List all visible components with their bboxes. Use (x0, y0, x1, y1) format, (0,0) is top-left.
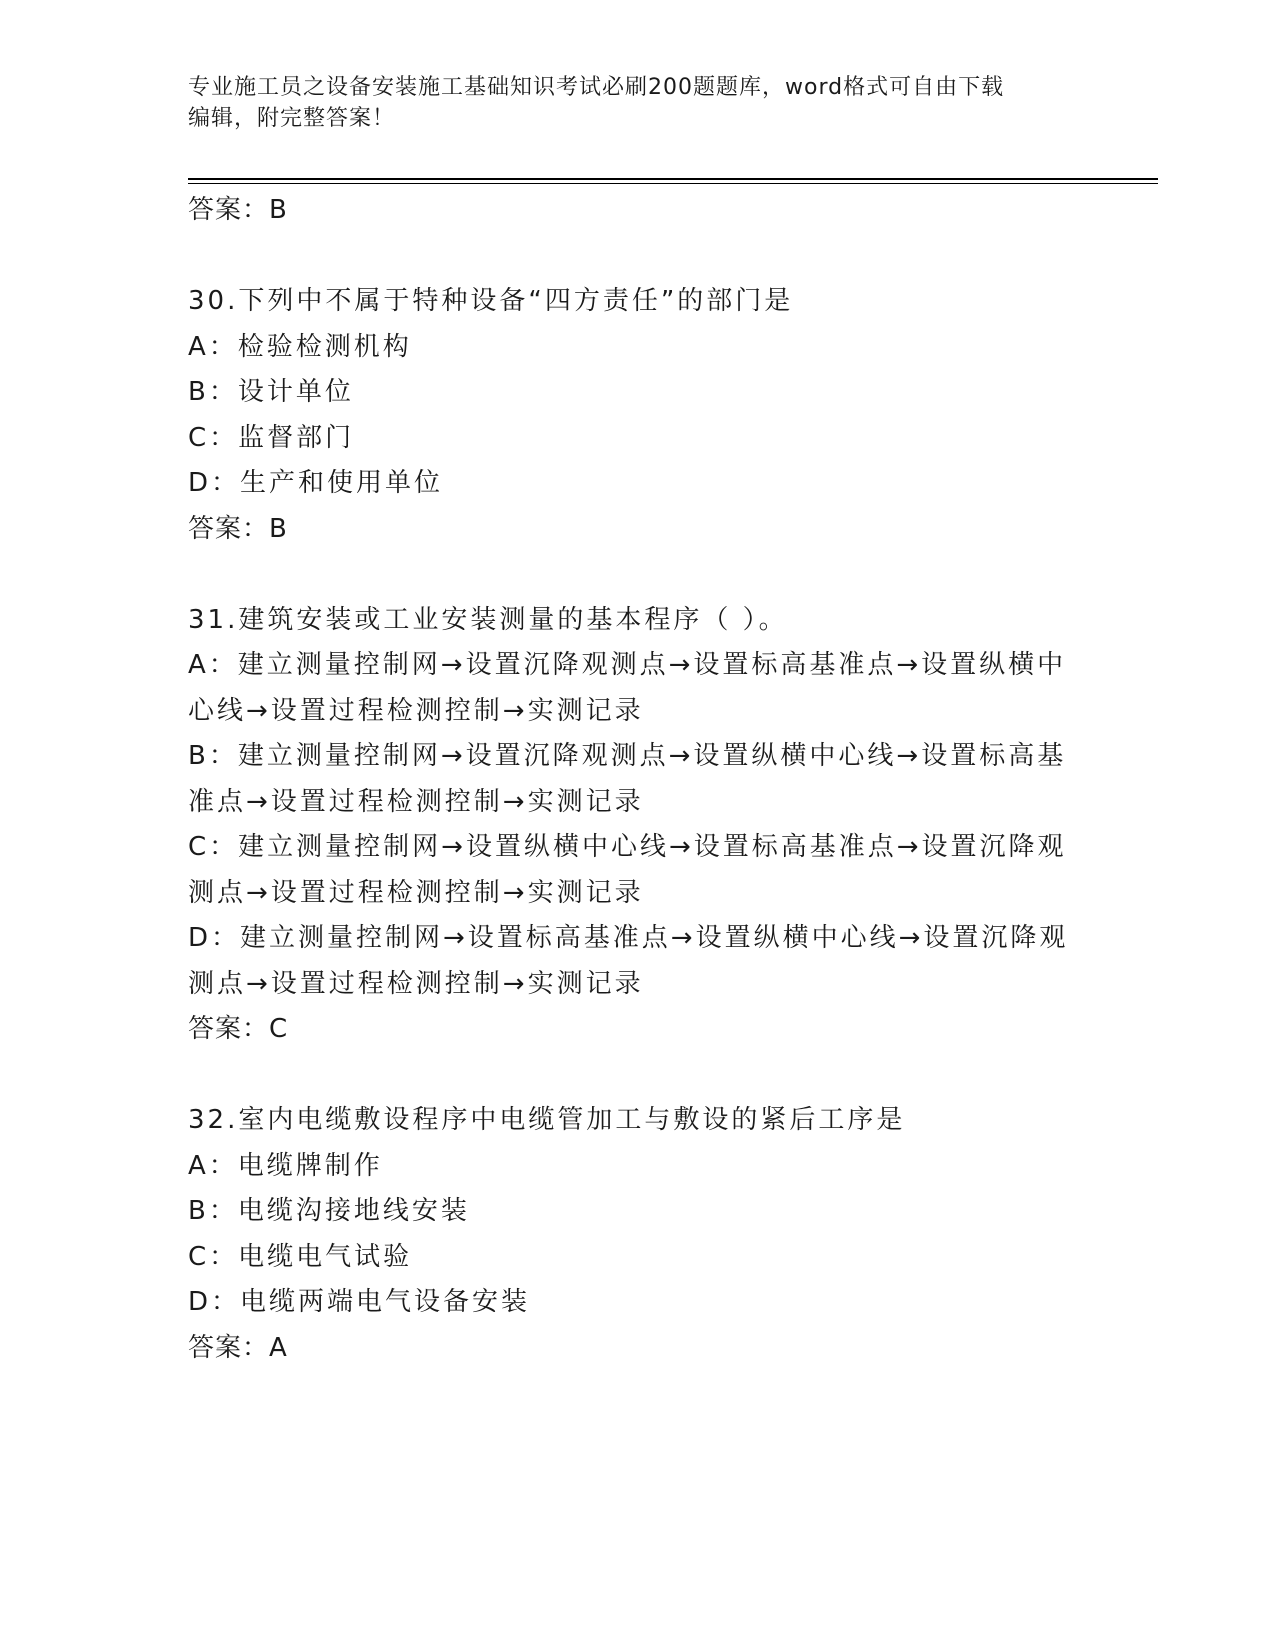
answer: 答案：C (188, 1014, 289, 1044)
header-rule-thin (188, 183, 1158, 184)
question-32 (188, 1098, 1088, 1371)
question-stem: 32.室内电缆敷设程序中电缆管加工与敷设的紧后工序是 (188, 1105, 906, 1135)
question-stem: 31.建筑安装或工业安装测量的基本程序（ ）。 (188, 604, 788, 635)
option-c: C：监督部门 (188, 422, 355, 453)
page-header (188, 72, 1068, 134)
option-c: C：电缆电气试验 (188, 1241, 413, 1272)
answer: 答案：B (188, 513, 288, 544)
header-title-line-1: 专业施工员之设备安装施工基础知识考试必刷200题题库，word格式可自由下载 (188, 75, 1005, 100)
option-d-line-1: D：建立测量控制网→设置标高基准点→设置纵横中心线→设置沉降观 (188, 923, 1069, 953)
option-d-line-2: 测点→设置过程检测控制→实测记录 (188, 968, 644, 999)
option-a: A：检验检测机构 (188, 331, 412, 362)
option-c-line-1: C：建立测量控制网→设置纵横中心线→设置标高基准点→设置沉降观 (188, 832, 1067, 862)
option-a: A：电缆牌制作 (188, 1150, 383, 1181)
option-b-line-2: 准点→设置过程检测控制→实测记录 (188, 786, 644, 817)
question-31 (188, 598, 1088, 1053)
option-d: D：电缆两端电气设备安装 (188, 1287, 531, 1317)
question-30 (188, 279, 1088, 552)
option-a-line-2: 心线→设置过程检测控制→实测记录 (188, 695, 644, 726)
option-b: B：电缆沟接地线安装 (188, 1196, 470, 1226)
option-a-line-1: A：建立测量控制网→设置沉降观测点→设置标高基准点→设置纵横中 (188, 650, 1067, 680)
option-c-line-2: 测点→设置过程检测控制→实测记录 (188, 877, 644, 908)
option-b-line-1: B：建立测量控制网→设置沉降观测点→设置纵横中心线→设置标高基 (188, 741, 1067, 771)
option-b: B：设计单位 (188, 377, 354, 407)
option-d: D：生产和使用单位 (188, 468, 444, 498)
previous-answer: 答案：B (188, 195, 288, 225)
question-stem: 30.下列中不属于特种设备“四方责任”的部门是 (188, 286, 794, 316)
header-title-line-2: 编辑，附完整答案！ (188, 106, 396, 131)
question-list (188, 188, 1088, 1371)
header-rule-thick (188, 178, 1158, 180)
answer: 答案：A (188, 1332, 288, 1363)
